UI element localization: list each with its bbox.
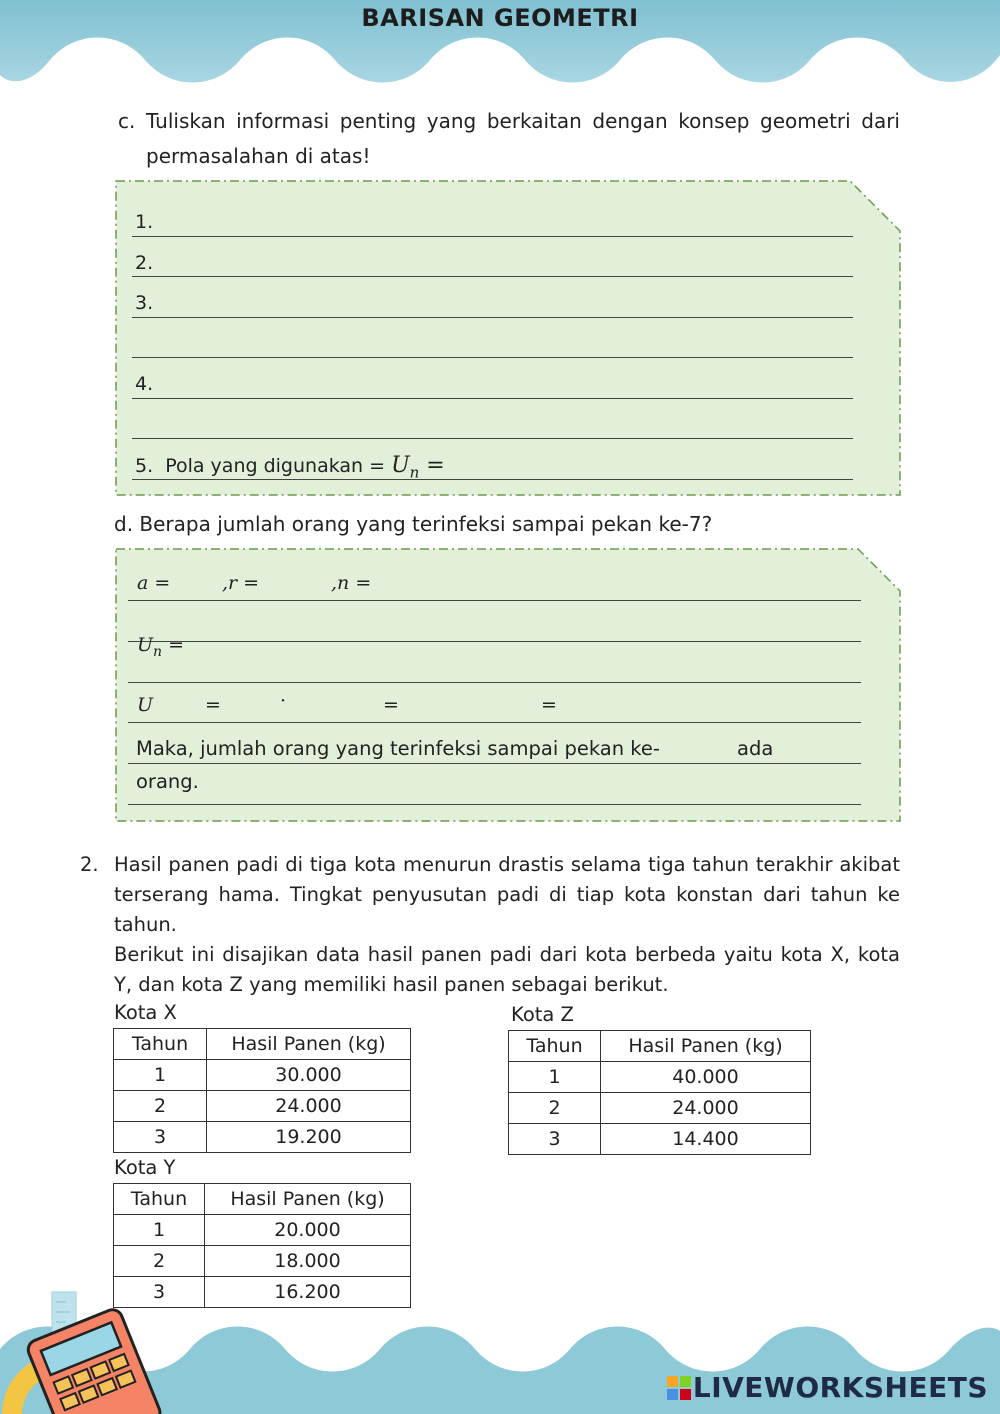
cell-hasil: 19.200 [207,1122,411,1153]
label-n: ,n = [331,572,372,594]
item-5-text: Pola yang digunakan = [165,455,392,477]
page-title: BARISAN GEOMETRI [361,4,639,32]
conclusion-text-b: ada [737,737,774,760]
multiply-dot: · [280,690,287,712]
answer-box-c [113,178,903,498]
cell-hasil: 30.000 [207,1060,411,1091]
header-tahun: Tahun [509,1031,601,1062]
cell-hasil: 40.000 [601,1062,811,1093]
table-row [114,1091,411,1122]
table-row [509,1062,811,1093]
cell-tahun: 3 [114,1277,205,1308]
answer-line-3[interactable] [132,317,853,318]
problem-2-number: 2. [80,853,99,876]
label-un: $U_n$ = [137,634,185,660]
header-hasil-panen: Hasil Panen (kg) [207,1029,411,1060]
liveworksheets-logo-text: LIVEWORKSHEETS [692,1371,988,1404]
kota-z-label: Kota Z [511,1003,574,1026]
problem-2-paragraph-1: Hasil panen padi di tiga kota menurun drastis selama tiga tahun terakhir akibat terserang hama. Tingkat penyusutan padi di tiap kota konstan dari tahun ke tahun. [114,853,900,936]
problem-2-paragraph-2: Berikut ini disajikan data hasil panen padi dari kota berbeda yaitu kota X, kota Y, dan kota Z yang memiliki hasil panen sebagai berikut. [114,943,900,996]
cell-tahun: 3 [509,1124,601,1155]
kota-x-label: Kota X [114,1001,177,1024]
table-row [114,1122,411,1153]
answer-line-2[interactable] [132,276,853,277]
cell-hasil: 16.200 [205,1277,411,1308]
header-hasil-panen: Hasil Panen (kg) [205,1184,411,1215]
answer-line-4[interactable] [132,398,853,399]
kota-z-table [508,1030,811,1155]
item-5-label [135,453,445,481]
table-row [114,1246,411,1277]
question-d-text: d. Berapa jumlah orang yang terinfeksi sampai pekan ke-7? [114,512,713,536]
answer-line-d2[interactable] [128,641,861,642]
item-1-label: 1. [135,211,154,233]
table-header-row [509,1031,811,1062]
header-tahun: Tahun [114,1029,207,1060]
formula-un: $U_n$ = [391,453,445,482]
cell-hasil: 24.000 [601,1093,811,1124]
header-tahun: Tahun [114,1184,205,1215]
equals-2: = [383,694,399,716]
table-header-row [114,1029,411,1060]
cell-tahun: 2 [509,1093,601,1124]
table-header-row [114,1184,411,1215]
cell-tahun: 1 [114,1215,205,1246]
item-2-label: 2. [135,252,154,274]
answer-line-1[interactable] [132,236,853,237]
question-c-text-line2: permasalahan di atas! [146,144,371,168]
cell-tahun: 1 [114,1060,207,1091]
equals-1: = [205,694,221,716]
liveworksheets-logo[interactable] [667,1371,988,1404]
cell-tahun: 1 [509,1062,601,1093]
kota-y-label: Kota Y [114,1156,176,1179]
kota-x-table [113,1028,411,1153]
equals-3: = [541,694,557,716]
question-c-text-line1: Tuliskan informasi penting yang berkaitan dengan konsep geometri dari [146,109,900,133]
table-row [114,1215,411,1246]
table-row [509,1093,811,1124]
item-3-label: 3. [135,292,154,314]
answer-line-d3[interactable] [128,682,861,683]
cell-hasil: 20.000 [205,1215,411,1246]
cell-tahun: 2 [114,1246,205,1277]
cell-tahun: 3 [114,1122,207,1153]
item-5-number: 5. [135,455,154,477]
label-u: U [137,694,154,716]
item-4-label: 4. [135,373,154,395]
answer-line-d1[interactable] [128,600,861,601]
cell-hasil: 18.000 [205,1246,411,1277]
calculator-illustration [0,1290,170,1414]
conclusion-text-c: orang. [136,770,199,793]
answer-line-d4[interactable] [128,722,861,723]
header-hasil-panen: Hasil Panen (kg) [601,1031,811,1062]
liveworksheets-logo-icon [667,1376,691,1400]
answer-line-3b[interactable] [132,357,853,358]
label-r: ,r = [222,572,260,594]
table-row [509,1124,811,1155]
label-a: a = [137,572,171,594]
answer-line-4b[interactable] [132,438,853,439]
cell-hasil: 24.000 [207,1091,411,1122]
table-row [114,1060,411,1091]
question-c-number: c. [118,109,136,133]
cell-hasil: 14.400 [601,1124,811,1155]
answer-line-d6[interactable] [128,804,861,805]
cell-tahun: 2 [114,1091,207,1122]
answer-line-d5[interactable] [128,763,861,764]
conclusion-text-a: Maka, jumlah orang yang terinfeksi sampai pekan ke- [136,737,660,760]
